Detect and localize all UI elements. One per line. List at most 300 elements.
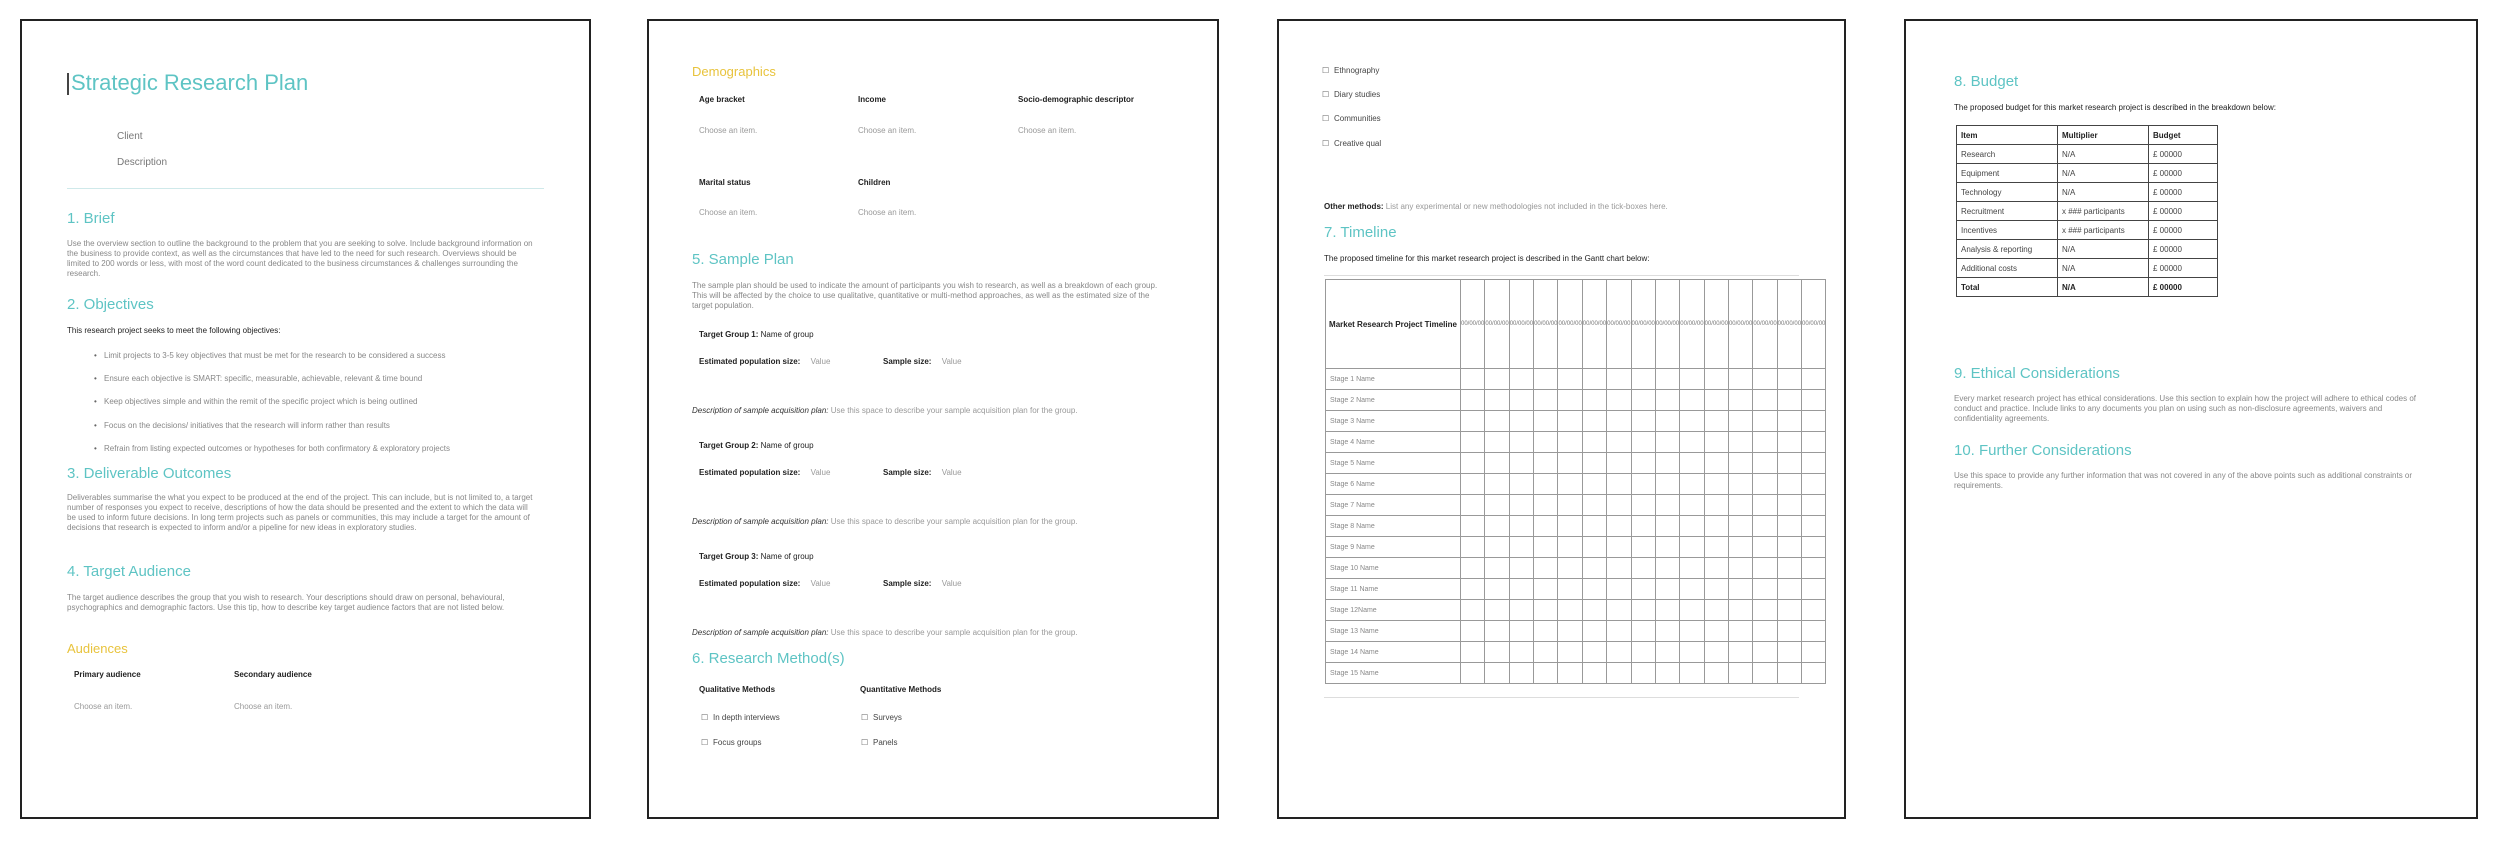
gantt-cell[interactable] (1534, 495, 1558, 516)
gantt-cell[interactable] (1777, 453, 1801, 474)
objective-item[interactable]: • Refrain from listing expected outcomes or hypotheses for both confirmatory & exploratory projects (104, 444, 450, 453)
budget-cell[interactable]: Incentives (1957, 221, 2058, 240)
gantt-cell[interactable] (1680, 411, 1704, 432)
gantt-cell[interactable] (1655, 369, 1679, 390)
budget-cell[interactable]: Recruitment (1957, 202, 2058, 221)
gantt-cell[interactable] (1728, 600, 1752, 621)
gantt-cell[interactable] (1582, 579, 1606, 600)
gantt-cell[interactable] (1655, 390, 1679, 411)
gantt-cell[interactable] (1728, 642, 1752, 663)
objective-item[interactable]: • Ensure each objective is SMART: specific, measurable, achievable, relevant & time bound (104, 374, 422, 383)
budget-cell[interactable]: Additional costs (1957, 259, 2058, 278)
gantt-cell[interactable] (1802, 369, 1826, 390)
gantt-cell[interactable] (1582, 411, 1606, 432)
gantt-cell[interactable] (1485, 411, 1509, 432)
gantt-cell[interactable] (1509, 432, 1533, 453)
gantt-cell[interactable] (1558, 600, 1582, 621)
gantt-cell[interactable] (1655, 663, 1679, 684)
gantt-cell[interactable] (1509, 600, 1533, 621)
gantt-cell[interactable] (1485, 516, 1509, 537)
gantt-cell[interactable] (1704, 453, 1728, 474)
sample-size-field[interactable]: Sample size: Value (883, 357, 962, 366)
gantt-cell[interactable] (1607, 537, 1631, 558)
gantt-cell[interactable] (1802, 642, 1826, 663)
gantt-cell[interactable] (1680, 495, 1704, 516)
gantt-stage-name[interactable]: Stage 15 Name (1326, 663, 1461, 684)
gantt-cell[interactable] (1655, 642, 1679, 663)
gantt-cell[interactable] (1728, 474, 1752, 495)
gantt-cell[interactable] (1753, 537, 1777, 558)
gantt-cell[interactable] (1607, 516, 1631, 537)
gantt-cell[interactable] (1582, 516, 1606, 537)
checkbox-creative-qual[interactable]: ☐ Creative qual (1334, 139, 1381, 148)
gantt-cell[interactable] (1655, 432, 1679, 453)
gantt-cell[interactable] (1485, 558, 1509, 579)
gantt-cell[interactable] (1631, 432, 1655, 453)
gantt-cell[interactable] (1655, 516, 1679, 537)
gantt-cell[interactable] (1461, 369, 1485, 390)
budget-cell[interactable]: £ 00000 (2149, 183, 2218, 202)
gantt-cell[interactable] (1631, 495, 1655, 516)
gantt-cell[interactable] (1753, 663, 1777, 684)
gantt-cell[interactable] (1607, 432, 1631, 453)
sample-acquisition-plan[interactable]: Description of sample acquisition plan: Use this space to describe your sample acquisition plan for the group. (692, 406, 1078, 415)
gantt-cell[interactable] (1558, 558, 1582, 579)
gantt-cell[interactable] (1509, 579, 1533, 600)
age-bracket-dropdown[interactable]: Choose an item. (699, 126, 758, 135)
gantt-cell[interactable] (1802, 411, 1826, 432)
budget-cell[interactable]: N/A (2058, 145, 2149, 164)
gantt-cell[interactable] (1461, 537, 1485, 558)
gantt-cell[interactable] (1509, 516, 1533, 537)
gantt-cell[interactable] (1728, 495, 1752, 516)
target-audience-text[interactable]: The target audience describes the group that you wish to research. Your descriptions should draw on personal, behavioural, psychographics and demographic factors. Use this tip, how to describe key target audience factors that are not listed below. (67, 593, 505, 612)
document-title[interactable]: Strategic Research Plan (67, 70, 308, 96)
checkbox-in-depth-interviews[interactable]: ☐ In depth interviews (713, 713, 780, 722)
gantt-cell[interactable] (1607, 369, 1631, 390)
gantt-cell[interactable] (1777, 390, 1801, 411)
gantt-cell[interactable] (1802, 474, 1826, 495)
budget-cell[interactable]: x ### participants (2058, 202, 2149, 221)
gantt-cell[interactable] (1680, 516, 1704, 537)
children-dropdown[interactable]: Choose an item. (858, 208, 917, 217)
gantt-cell[interactable] (1485, 453, 1509, 474)
other-methods-field[interactable]: Other methods: List any experimental or new methodologies not included in the tick-boxes here. (1324, 202, 1668, 211)
gantt-cell[interactable] (1728, 621, 1752, 642)
gantt-cell[interactable] (1461, 390, 1485, 411)
gantt-cell[interactable] (1534, 516, 1558, 537)
gantt-cell[interactable] (1802, 663, 1826, 684)
gantt-cell[interactable] (1582, 600, 1606, 621)
gantt-cell[interactable] (1534, 432, 1558, 453)
gantt-stage-name[interactable]: Stage 12Name (1326, 600, 1461, 621)
description-field[interactable]: Description (117, 157, 168, 168)
gantt-cell[interactable] (1558, 621, 1582, 642)
client-field[interactable]: Client (117, 131, 143, 142)
gantt-cell[interactable] (1485, 390, 1509, 411)
gantt-cell[interactable] (1582, 663, 1606, 684)
gantt-cell[interactable] (1485, 642, 1509, 663)
budget-cell[interactable]: N/A (2058, 183, 2149, 202)
gantt-cell[interactable] (1461, 474, 1485, 495)
gantt-cell[interactable] (1485, 495, 1509, 516)
gantt-cell[interactable] (1655, 495, 1679, 516)
target-group-3[interactable]: Target Group 3: Name of group (699, 552, 814, 561)
gantt-stage-name[interactable]: Stage 3 Name (1326, 411, 1461, 432)
marital-status-dropdown[interactable]: Choose an item. (699, 208, 758, 217)
gantt-cell[interactable] (1753, 369, 1777, 390)
gantt-cell[interactable] (1582, 642, 1606, 663)
gantt-cell[interactable] (1509, 411, 1533, 432)
gantt-stage-name[interactable]: Stage 4 Name (1326, 432, 1461, 453)
gantt-cell[interactable] (1509, 369, 1533, 390)
gantt-cell[interactable] (1753, 558, 1777, 579)
gantt-cell[interactable] (1607, 453, 1631, 474)
budget-cell[interactable]: Total (1957, 278, 2058, 297)
gantt-stage-name[interactable]: Stage 13 Name (1326, 621, 1461, 642)
budget-cell[interactable]: Research (1957, 145, 2058, 164)
gantt-cell[interactable] (1607, 642, 1631, 663)
gantt-cell[interactable] (1607, 621, 1631, 642)
gantt-cell[interactable] (1607, 474, 1631, 495)
gantt-cell[interactable] (1558, 474, 1582, 495)
gantt-cell[interactable] (1582, 537, 1606, 558)
gantt-cell[interactable] (1680, 390, 1704, 411)
gantt-cell[interactable] (1461, 453, 1485, 474)
socio-demographic-dropdown[interactable]: Choose an item. (1018, 126, 1077, 135)
gantt-stage-name[interactable]: Stage 2 Name (1326, 390, 1461, 411)
target-group-1[interactable]: Target Group 1: Name of group (699, 330, 814, 339)
checkbox-panels[interactable]: ☐ Panels (873, 738, 897, 747)
gantt-cell[interactable] (1802, 516, 1826, 537)
gantt-cell[interactable] (1534, 621, 1558, 642)
gantt-cell[interactable] (1534, 411, 1558, 432)
gantt-cell[interactable] (1631, 558, 1655, 579)
gantt-cell[interactable] (1607, 558, 1631, 579)
gantt-cell[interactable] (1655, 579, 1679, 600)
budget-cell[interactable]: Equipment (1957, 164, 2058, 183)
gantt-cell[interactable] (1582, 495, 1606, 516)
gantt-cell[interactable] (1753, 453, 1777, 474)
gantt-cell[interactable] (1655, 537, 1679, 558)
gantt-cell[interactable] (1777, 621, 1801, 642)
gantt-cell[interactable] (1509, 642, 1533, 663)
gantt-cell[interactable] (1704, 621, 1728, 642)
gantt-cell[interactable] (1728, 453, 1752, 474)
gantt-cell[interactable] (1704, 390, 1728, 411)
gantt-cell[interactable] (1704, 474, 1728, 495)
gantt-cell[interactable] (1485, 537, 1509, 558)
budget-cell[interactable]: £ 00000 (2149, 278, 2218, 297)
gantt-cell[interactable] (1509, 390, 1533, 411)
gantt-cell[interactable] (1802, 621, 1826, 642)
gantt-cell[interactable] (1461, 621, 1485, 642)
gantt-cell[interactable] (1631, 411, 1655, 432)
gantt-cell[interactable] (1680, 663, 1704, 684)
gantt-cell[interactable] (1753, 432, 1777, 453)
gantt-cell[interactable] (1680, 579, 1704, 600)
gantt-cell[interactable] (1485, 432, 1509, 453)
budget-cell[interactable]: £ 00000 (2149, 164, 2218, 183)
gantt-cell[interactable] (1655, 411, 1679, 432)
gantt-cell[interactable] (1753, 411, 1777, 432)
population-size-field[interactable]: Estimated population size: Value (699, 468, 831, 477)
gantt-cell[interactable] (1534, 453, 1558, 474)
gantt-cell[interactable] (1802, 432, 1826, 453)
gantt-cell[interactable] (1534, 579, 1558, 600)
gantt-cell[interactable] (1509, 537, 1533, 558)
deliverables-text[interactable]: Deliverables summarise the what you expect to be produced at the end of the project. This can include, but is not limited to, a target number of responses you expect to receive, descriptions of how the data should be presented and the extent to which the data will be used to inform future decisions. In long term projects such as panels or communities, this may include a target for the amount of decisions that research is expected to inform and/or a pipeline for new ideas in exploratory studies. (67, 493, 533, 532)
gantt-cell[interactable] (1728, 663, 1752, 684)
budget-cell[interactable]: N/A (2058, 164, 2149, 183)
sample-plan-text[interactable]: The sample plan should be used to indicate the amount of participants you wish to research, as well as a breakdown of each group. This will be affected by the choice to use qualitative, quantitative or multi-method approaches, as well as the estimated size of the target population. (692, 281, 1158, 310)
gantt-cell[interactable] (1777, 432, 1801, 453)
gantt-cell[interactable] (1680, 432, 1704, 453)
gantt-cell[interactable] (1461, 579, 1485, 600)
gantt-cell[interactable] (1582, 432, 1606, 453)
gantt-cell[interactable] (1704, 432, 1728, 453)
gantt-cell[interactable] (1802, 495, 1826, 516)
gantt-cell[interactable] (1534, 390, 1558, 411)
sample-size-field[interactable]: Sample size: Value (883, 579, 962, 588)
gantt-cell[interactable] (1704, 558, 1728, 579)
gantt-cell[interactable] (1777, 474, 1801, 495)
gantt-cell[interactable] (1680, 642, 1704, 663)
budget-cell[interactable]: x ### participants (2058, 221, 2149, 240)
gantt-cell[interactable] (1631, 453, 1655, 474)
gantt-cell[interactable] (1802, 579, 1826, 600)
gantt-cell[interactable] (1631, 390, 1655, 411)
gantt-cell[interactable] (1753, 642, 1777, 663)
sample-acquisition-plan[interactable]: Description of sample acquisition plan: Use this space to describe your sample acquisition plan for the group. (692, 628, 1078, 637)
gantt-stage-name[interactable]: Stage 6 Name (1326, 474, 1461, 495)
gantt-cell[interactable] (1704, 642, 1728, 663)
brief-text[interactable]: Use the overview section to outline the background to the problem that you are seeking to solve. Include background information on the business to provide context, as well as the circumstances that have led to the need for such research. Overviews should be limited to 200 words or less, with most of the word count dedicated to the business circumstances & challenges surrounding the research. (67, 239, 533, 278)
gantt-cell[interactable] (1655, 621, 1679, 642)
gantt-cell[interactable] (1777, 558, 1801, 579)
gantt-stage-name[interactable]: Stage 7 Name (1326, 495, 1461, 516)
gantt-cell[interactable] (1607, 663, 1631, 684)
gantt-cell[interactable] (1704, 537, 1728, 558)
objective-item[interactable]: • Keep objectives simple and within the remit of the specific project which is being outlined (104, 397, 418, 406)
gantt-cell[interactable] (1485, 369, 1509, 390)
gantt-cell[interactable] (1558, 390, 1582, 411)
gantt-cell[interactable] (1753, 516, 1777, 537)
gantt-cell[interactable] (1777, 537, 1801, 558)
gantt-cell[interactable] (1753, 621, 1777, 642)
gantt-cell[interactable] (1777, 642, 1801, 663)
gantt-cell[interactable] (1802, 537, 1826, 558)
gantt-cell[interactable] (1509, 621, 1533, 642)
gantt-cell[interactable] (1777, 579, 1801, 600)
gantt-cell[interactable] (1728, 579, 1752, 600)
gantt-cell[interactable] (1631, 600, 1655, 621)
gantt-cell[interactable] (1680, 600, 1704, 621)
gantt-cell[interactable] (1558, 495, 1582, 516)
gantt-cell[interactable] (1631, 474, 1655, 495)
gantt-stage-name[interactable]: Stage 5 Name (1326, 453, 1461, 474)
primary-audience-dropdown[interactable]: Choose an item. (74, 702, 133, 711)
gantt-cell[interactable] (1631, 663, 1655, 684)
checkbox-focus-groups[interactable]: ☐ Focus groups (713, 738, 761, 747)
checkbox-diary-studies[interactable]: ☐ Diary studies (1334, 90, 1380, 99)
objective-item[interactable]: • Limit projects to 3-5 key objectives that must be met for the research to be considered a success (104, 351, 446, 360)
gantt-cell[interactable] (1534, 600, 1558, 621)
population-size-field[interactable]: Estimated population size: Value (699, 357, 831, 366)
sample-acquisition-plan[interactable]: Description of sample acquisition plan: Use this space to describe your sample acquisition plan for the group. (692, 517, 1078, 526)
gantt-cell[interactable] (1802, 390, 1826, 411)
gantt-cell[interactable] (1704, 411, 1728, 432)
gantt-cell[interactable] (1461, 495, 1485, 516)
gantt-cell[interactable] (1485, 600, 1509, 621)
gantt-cell[interactable] (1582, 621, 1606, 642)
gantt-cell[interactable] (1777, 369, 1801, 390)
checkbox-ethnography[interactable]: ☐ Ethnography (1334, 66, 1379, 75)
gantt-cell[interactable] (1680, 453, 1704, 474)
budget-cell[interactable]: N/A (2058, 240, 2149, 259)
gantt-cell[interactable] (1558, 579, 1582, 600)
gantt-cell[interactable] (1485, 621, 1509, 642)
checkbox-communities[interactable]: ☐ Communities (1334, 114, 1381, 123)
gantt-cell[interactable] (1607, 600, 1631, 621)
gantt-cell[interactable] (1777, 411, 1801, 432)
gantt-cell[interactable] (1607, 495, 1631, 516)
gantt-cell[interactable] (1802, 558, 1826, 579)
gantt-cell[interactable] (1728, 516, 1752, 537)
gantt-cell[interactable] (1461, 411, 1485, 432)
budget-cell[interactable]: N/A (2058, 259, 2149, 278)
gantt-cell[interactable] (1728, 537, 1752, 558)
budget-cell[interactable]: £ 00000 (2149, 259, 2218, 278)
budget-cell[interactable]: £ 00000 (2149, 240, 2218, 259)
gantt-cell[interactable] (1461, 516, 1485, 537)
gantt-cell[interactable] (1631, 537, 1655, 558)
gantt-cell[interactable] (1631, 516, 1655, 537)
gantt-cell[interactable] (1753, 495, 1777, 516)
gantt-cell[interactable] (1728, 390, 1752, 411)
gantt-cell[interactable] (1485, 663, 1509, 684)
gantt-cell[interactable] (1509, 495, 1533, 516)
gantt-cell[interactable] (1485, 579, 1509, 600)
gantt-cell[interactable] (1753, 579, 1777, 600)
gantt-cell[interactable] (1558, 453, 1582, 474)
gantt-cell[interactable] (1655, 474, 1679, 495)
gantt-cell[interactable] (1534, 663, 1558, 684)
gantt-cell[interactable] (1461, 558, 1485, 579)
target-group-2[interactable]: Target Group 2: Name of group (699, 441, 814, 450)
gantt-cell[interactable] (1509, 558, 1533, 579)
objective-item[interactable]: • Focus on the decisions/ initiatives that the research will inform rather than results (104, 421, 390, 430)
gantt-cell[interactable] (1631, 642, 1655, 663)
gantt-cell[interactable] (1704, 516, 1728, 537)
gantt-cell[interactable] (1461, 600, 1485, 621)
gantt-cell[interactable] (1558, 432, 1582, 453)
gantt-cell[interactable] (1509, 474, 1533, 495)
gantt-cell[interactable] (1558, 516, 1582, 537)
population-size-field[interactable]: Estimated population size: Value (699, 579, 831, 588)
gantt-stage-name[interactable]: Stage 11 Name (1326, 579, 1461, 600)
gantt-cell[interactable] (1534, 537, 1558, 558)
budget-cell[interactable]: Technology (1957, 183, 2058, 202)
gantt-cell[interactable] (1802, 453, 1826, 474)
gantt-cell[interactable] (1582, 474, 1606, 495)
gantt-cell[interactable] (1680, 369, 1704, 390)
gantt-cell[interactable] (1680, 558, 1704, 579)
gantt-cell[interactable] (1753, 600, 1777, 621)
budget-cell[interactable]: £ 00000 (2149, 221, 2218, 240)
sample-size-field[interactable]: Sample size: Value (883, 468, 962, 477)
gantt-cell[interactable] (1558, 663, 1582, 684)
gantt-cell[interactable] (1461, 663, 1485, 684)
gantt-cell[interactable] (1655, 558, 1679, 579)
gantt-cell[interactable] (1534, 369, 1558, 390)
gantt-cell[interactable] (1534, 558, 1558, 579)
gantt-cell[interactable] (1704, 579, 1728, 600)
gantt-cell[interactable] (1607, 411, 1631, 432)
gantt-cell[interactable] (1655, 600, 1679, 621)
gantt-cell[interactable] (1582, 453, 1606, 474)
gantt-cell[interactable] (1607, 579, 1631, 600)
gantt-cell[interactable] (1777, 600, 1801, 621)
gantt-cell[interactable] (1509, 663, 1533, 684)
gantt-stage-name[interactable]: Stage 8 Name (1326, 516, 1461, 537)
income-dropdown[interactable]: Choose an item. (858, 126, 917, 135)
gantt-stage-name[interactable]: Stage 9 Name (1326, 537, 1461, 558)
gantt-cell[interactable] (1777, 663, 1801, 684)
gantt-cell[interactable] (1728, 369, 1752, 390)
secondary-audience-dropdown[interactable]: Choose an item. (234, 702, 293, 711)
gantt-cell[interactable] (1461, 432, 1485, 453)
gantt-cell[interactable] (1753, 474, 1777, 495)
gantt-cell[interactable] (1582, 558, 1606, 579)
budget-cell[interactable]: N/A (2058, 278, 2149, 297)
gantt-cell[interactable] (1777, 516, 1801, 537)
gantt-cell[interactable] (1631, 369, 1655, 390)
gantt-cell[interactable] (1631, 621, 1655, 642)
gantt-cell[interactable] (1655, 453, 1679, 474)
gantt-stage-name[interactable]: Stage 14 Name (1326, 642, 1461, 663)
gantt-stage-name[interactable]: Stage 10 Name (1326, 558, 1461, 579)
gantt-cell[interactable] (1802, 600, 1826, 621)
gantt-cell[interactable] (1704, 495, 1728, 516)
budget-cell[interactable]: £ 00000 (2149, 202, 2218, 221)
further-text[interactable]: Use this space to provide any further information that was not covered in any of the above points such as additional constraints or requirements. (1954, 471, 2413, 490)
gantt-cell[interactable] (1485, 474, 1509, 495)
gantt-cell[interactable] (1607, 390, 1631, 411)
gantt-cell[interactable] (1558, 537, 1582, 558)
gantt-cell[interactable] (1509, 453, 1533, 474)
gantt-cell[interactable] (1753, 390, 1777, 411)
ethical-text[interactable]: Every market research project has ethical considerations. Use this section to explain how the project will adhere to ethical codes of conduct and practice. Include links to any documents you plan on using such as non-disclosure agreements, waivers and confidentiality agreements. (1954, 394, 2417, 423)
gantt-cell[interactable] (1728, 432, 1752, 453)
gantt-cell[interactable] (1461, 642, 1485, 663)
gantt-cell[interactable] (1728, 558, 1752, 579)
gantt-cell[interactable] (1680, 621, 1704, 642)
gantt-cell[interactable] (1704, 663, 1728, 684)
gantt-cell[interactable] (1777, 495, 1801, 516)
gantt-cell[interactable] (1704, 369, 1728, 390)
gantt-cell[interactable] (1558, 642, 1582, 663)
gantt-cell[interactable] (1534, 474, 1558, 495)
gantt-cell[interactable] (1582, 369, 1606, 390)
gantt-cell[interactable] (1558, 369, 1582, 390)
gantt-cell[interactable] (1704, 600, 1728, 621)
gantt-cell[interactable] (1631, 579, 1655, 600)
gantt-stage-name[interactable]: Stage 1 Name (1326, 369, 1461, 390)
budget-cell[interactable]: £ 00000 (2149, 145, 2218, 164)
gantt-cell[interactable] (1558, 411, 1582, 432)
gantt-cell[interactable] (1728, 411, 1752, 432)
